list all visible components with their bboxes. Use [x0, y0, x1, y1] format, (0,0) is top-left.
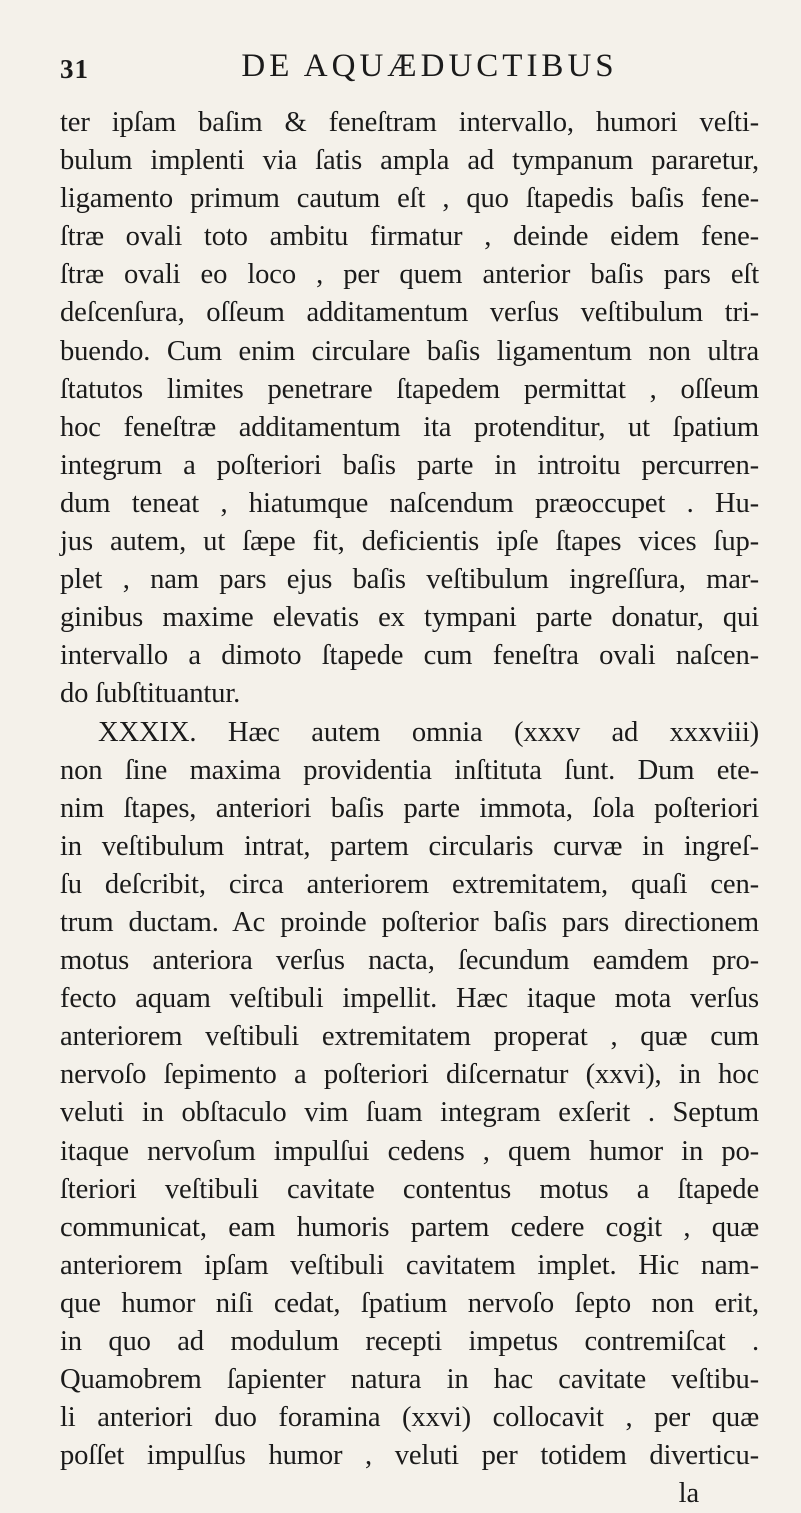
text-line: buendo. Cum enim circulare baſis ligamentum non ultra — [60, 335, 759, 367]
running-head — [60, 48, 759, 98]
section-heading-line: XXXIX. Hæc autem omnia (xxxv ad xxxviii) — [98, 716, 759, 748]
text-line: anteriorem veſtibuli extremitatem properat , quæ cum — [60, 1021, 759, 1053]
running-title: DE AQUÆDUCTIBUS — [241, 48, 618, 84]
text-line: plet , nam pars ejus baſis veſtibulum ingreſſura, mar- — [60, 564, 759, 596]
text-line: bulum implenti via ſatis ampla ad tympanum pararetur, — [60, 145, 759, 177]
text-line: ſtatutos limites penetrare ſtapedem permittat , oſſeum — [60, 373, 759, 405]
text-line: communicat, eam humoris partem cedere cogit , quæ — [60, 1211, 759, 1243]
text-line: ſu deſcribit, circa anteriorem extremitatem, quaſi cen- — [60, 868, 759, 900]
text-line: deſcenſura, oſſeum additamentum verſus veſtibulum tri- — [60, 297, 759, 329]
text-line: ligamento primum cautum eſt , quo ſtapedis baſis fene- — [60, 183, 759, 215]
text-line: intervallo a dimoto ſtapede cum feneſtra ovali naſcen- — [60, 640, 759, 672]
text-line: veluti in obſtaculo vim ſuam integram exſerit . Septum — [60, 1097, 759, 1129]
text-line: non ſine maxima providentia inſtituta ſunt. Dum ete- — [60, 754, 759, 786]
text-line: li anteriori duo foramina (xxvi) collocavit , per quæ — [60, 1402, 759, 1434]
text-line: in veſtibulum intrat, partem circularis curvæ in ingreſ- — [60, 830, 759, 862]
text-line: in quo ad modulum recepti impetus contremiſcat . — [60, 1326, 759, 1357]
catchword: la — [678, 1478, 699, 1510]
text-line: nervoſo ſepimento a poſteriori diſcernatur (xxvi), in hoc — [60, 1059, 759, 1091]
text-line: ſteriori veſtibuli cavitate contentus motus a ſtapede — [60, 1173, 759, 1205]
text-line: ſtræ ovali toto ambitu firmatur , deinde eidem fene- — [60, 221, 759, 253]
text-line: motus anteriora verſus nacta, ſecundum eamdem pro- — [60, 945, 759, 977]
text-line: Quamobrem ſapienter natura in hac cavitate veſtibu- — [60, 1364, 759, 1396]
text-line: ginibus maxime elevatis ex tympani parte donatur, qui — [60, 602, 759, 634]
text-line: do ſubſtituantur. — [60, 678, 241, 710]
text-line: ter ipſam baſim & feneſtram intervallo, humori veſti- — [60, 107, 759, 138]
text-line: jus autem, ut ſæpe fit, deficientis ipſe ſtapes vices ſup- — [60, 526, 759, 558]
text-line: fecto aquam veſtibuli impellit. Hæc itaque mota verſus — [60, 983, 759, 1015]
text-line: dum teneat , hiatumque naſcendum præoccupet . Hu- — [60, 487, 759, 519]
text-line: itaque nervoſum impulſui cedens , quem humor in po- — [60, 1135, 759, 1167]
text-line: nim ſtapes, anteriori baſis parte immota, ſola poſteriori — [60, 792, 759, 824]
text-line: integrum a poſteriori baſis parte in introitu percurren- — [60, 449, 759, 481]
text-line: hoc feneſtræ additamentum ita protenditur, ut ſpatium — [60, 411, 759, 443]
text-line: poſſet impulſus humor , veluti per totidem diverticu- — [60, 1440, 759, 1472]
page-number: 31 — [60, 54, 89, 84]
text-line: ſtræ ovali eo loco , per quem anterior baſis pars eſt — [60, 259, 759, 291]
text-line: que humor niſi cedat, ſpatium nervoſo ſepto non erit, — [60, 1287, 759, 1319]
text-line: anteriorem ipſam veſtibuli cavitatem implet. Hic nam- — [60, 1249, 759, 1281]
text-line: trum ductam. Ac proinde poſterior baſis pars directionem — [60, 906, 759, 938]
body-text — [60, 104, 759, 1513]
